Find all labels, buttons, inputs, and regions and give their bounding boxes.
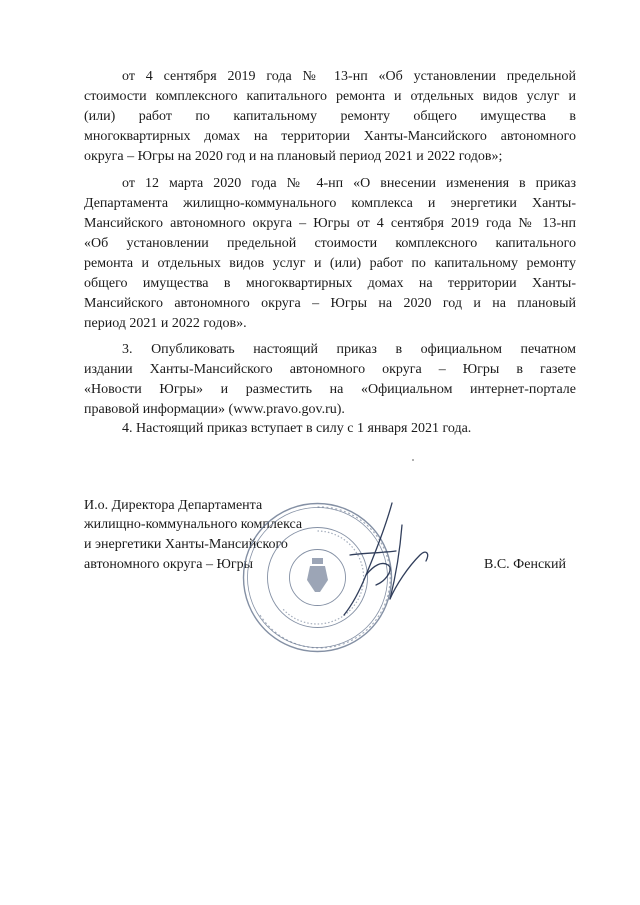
paragraph-line: «Об установлении предельной стоимости комплексного капитального <box>84 236 576 251</box>
paragraph-line: «Новости Югры» и разместить на «Официальном интернет-портале <box>84 382 576 397</box>
signatory-position-line: автономного округа – Югры <box>84 557 253 572</box>
signatory-position-line: И.о. Директора Департамента <box>84 498 263 513</box>
signatory-position-line: и энергетики Ханты-Мансийского <box>84 537 288 552</box>
signatory-position-line: жилищно-коммунального комплекса <box>84 517 303 532</box>
scan-speck <box>412 459 414 461</box>
paragraph-line: стоимости комплексного капитального ремонта и отдельных видов услуг и <box>84 89 576 104</box>
paragraph-line: 4. Настоящий приказ вступает в силу с 1 января 2021 года. <box>122 421 472 436</box>
paragraph-line: многоквартирных домах на территории Ханты-Мансийского автономного <box>84 129 576 144</box>
paragraph-line: от 4 сентября 2019 года № 13-нп «Об установлении предельной <box>122 69 576 84</box>
paragraph-line: от 12 марта 2020 года № 4-нп «О внесении изменения в приказ <box>122 176 576 191</box>
paragraph-line: общего имущества в многоквартирных домах на территории Ханты- <box>84 276 576 291</box>
paragraph-line: 3. Опубликовать настоящий приказ в официальном печатном <box>122 342 576 357</box>
paragraph-line: период 2021 и 2022 годов». <box>84 316 247 331</box>
paragraph-line: издании Ханты-Мансийского автономного округа – Югры в газете <box>84 362 576 377</box>
paragraph-line: Мансийского автономного округа – Югры от 4 сентября 2019 года № 13-нп <box>84 216 576 231</box>
paragraph-line: (или) работ по капитальному ремонту общего имущества в <box>84 109 576 124</box>
signatory-name: В.С. Фенский <box>484 557 566 572</box>
paragraph-line: Департамента жилищно-коммунального комплекса и энергетики Ханты- <box>84 196 576 211</box>
handwritten-signature-icon <box>330 495 440 620</box>
paragraph-line: правовой информации» (www.pravo.gov.ru). <box>84 402 345 417</box>
paragraph-line: Мансийского автономного округа – Югры на 2020 год и на плановый <box>84 296 576 311</box>
paragraph-line: ремонта и отдельных видов услуг и (или) работ по капитальному ремонту <box>84 256 576 271</box>
paragraph-line: округа – Югры на 2020 год и на плановый период 2021 и 2022 годов»; <box>84 149 503 164</box>
